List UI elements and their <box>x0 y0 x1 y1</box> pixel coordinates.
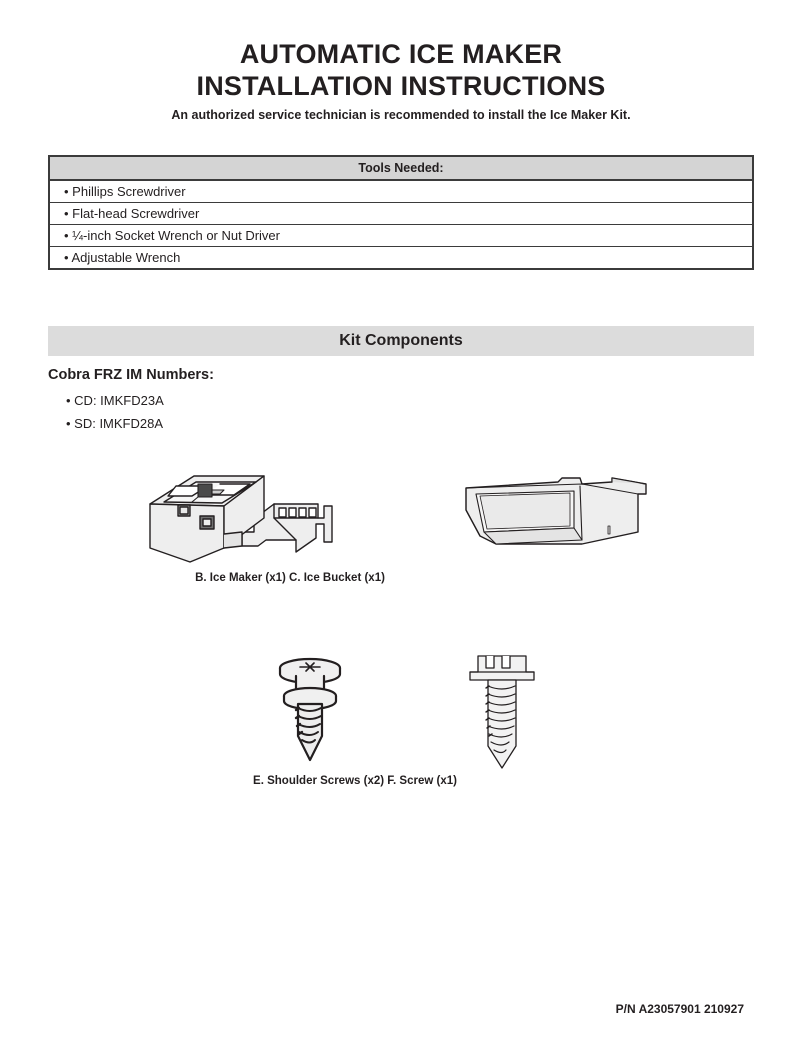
screw-illustration <box>462 652 542 772</box>
caption-shoulder-screws: E. Shoulder Screws (x2) <box>253 775 385 787</box>
model-numbers-list <box>56 389 164 435</box>
model-numbers-heading: Cobra FRZ IM Numbers: <box>48 367 214 383</box>
list-item: • SD: IMKFD28A <box>66 416 164 431</box>
shoulder-screw-illustration <box>262 652 358 772</box>
caption-ice-maker: B. Ice Maker (x1) <box>195 572 286 584</box>
table-row: • ¼-inch Socket Wrench or Nut Driver <box>50 225 752 247</box>
tools-needed-table <box>48 155 754 270</box>
illustration-captions-row-2 <box>200 775 510 787</box>
page-subtitle: An authorized service technician is recommended to install the Ice Maker Kit. <box>171 108 631 122</box>
title-line-1: AUTOMATIC ICE MAKER <box>239 39 563 69</box>
table-row: • Phillips Screwdriver <box>50 181 752 203</box>
illustration-captions-row-1 <box>140 572 440 584</box>
tools-table-header: Tools Needed: <box>50 157 752 181</box>
title-line-2: INSTALLATION INSTRUCTIONS <box>196 71 606 101</box>
kit-components-header: Kit Components <box>48 326 754 356</box>
caption-screw: F. Screw (x1) <box>387 775 457 787</box>
ice-bucket-illustration <box>462 470 662 562</box>
table-row: • Adjustable Wrench <box>64 250 181 265</box>
table-row: • Flat-head Screwdriver <box>50 203 752 225</box>
page-title <box>0 38 802 102</box>
ice-maker-illustration <box>146 462 346 570</box>
footer-part-number: P/N A23057901 210927 <box>615 1002 744 1016</box>
caption-ice-bucket: C. Ice Bucket (x1) <box>289 572 385 584</box>
list-item: • CD: IMKFD23A <box>66 393 164 408</box>
